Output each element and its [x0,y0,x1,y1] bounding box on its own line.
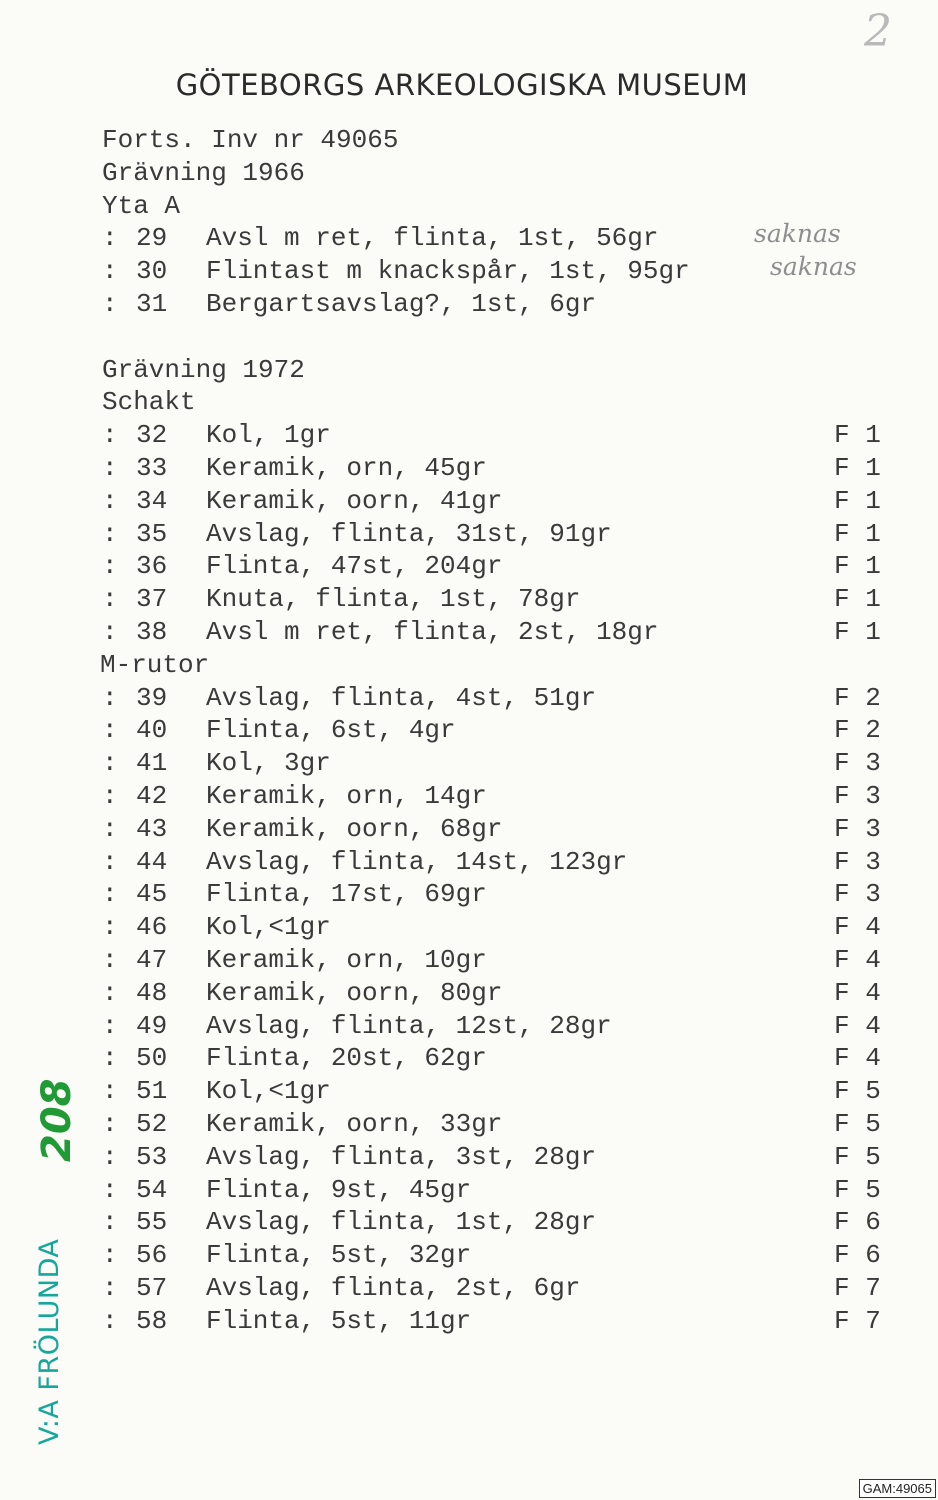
row-colon: : [102,1108,118,1139]
inventory-row [102,485,902,518]
find-context: F 1 [834,420,881,451]
row-colon: : [102,288,118,319]
row-colon: : [102,977,118,1008]
row-colon: : [102,584,118,615]
header-line: Forts. Inv nr 49065 [102,125,399,155]
find-context: F 1 [834,616,881,647]
find-context: F 1 [834,485,881,516]
item-description: Avslag, flinta, 3st, 28gr [206,1141,597,1172]
item-description: Flinta, 6st, 4gr [206,715,456,746]
find-context: F 5 [834,1174,881,1205]
item-number: 32 [136,420,168,451]
item-number: 52 [136,1108,168,1139]
row-colon: : [102,616,118,647]
item-number: 40 [136,715,168,746]
item-number: 38 [136,616,168,647]
find-context: F 1 [834,452,881,483]
inventory-row [102,1108,902,1141]
inventory-row [102,747,902,780]
find-context: F 6 [834,1207,881,1238]
inventory-row [102,1042,902,1075]
inventory-row [102,846,902,879]
inventory-list [102,124,902,1337]
inventory-row [102,1010,902,1043]
section-schakt [102,419,902,649]
item-description: Kol,<1gr [206,912,331,943]
find-context: F 5 [834,1108,881,1139]
item-description: Keramik, oorn, 80gr [206,977,503,1008]
find-context: F 2 [834,715,881,746]
item-number: 56 [136,1240,168,1271]
row-colon: : [102,879,118,910]
inventory-row [102,682,902,715]
find-context: F 3 [834,780,881,811]
row-colon: : [102,1043,118,1074]
row-colon: : [102,1305,118,1336]
inventory-row [102,714,902,747]
item-number: 36 [136,551,168,582]
item-description: Keramik, orn, 14gr [206,780,487,811]
row-colon: : [102,223,118,254]
inventory-row [102,944,902,977]
item-number: 48 [136,977,168,1008]
inventory-row [102,1305,902,1338]
find-context: F 3 [834,879,881,910]
row-colon: : [102,912,118,943]
row-colon: : [102,846,118,877]
inventory-row [102,780,902,813]
find-context: F 4 [834,1043,881,1074]
item-number: 49 [136,1010,168,1041]
pencil-note: saknas [754,219,841,249]
header-line: Grävning 1966 [102,157,305,188]
inventory-row [102,813,902,846]
row-colon: : [102,1240,118,1271]
item-number: 31 [136,288,168,319]
inventory-row [102,878,902,911]
item-number: 29 [136,223,168,254]
item-number: 37 [136,584,168,615]
item-description: Avslag, flinta, 4st, 51gr [206,682,597,713]
item-description: Kol, 3gr [206,748,331,779]
inventory-row [102,1075,902,1108]
inventory-row [102,252,902,288]
handwritten-number: 208 [34,1078,80,1162]
item-description: Avslag, flinta, 12st, 28gr [206,1010,612,1041]
inventory-row [102,1174,902,1207]
section-heading: Grävning 1972 [102,354,305,385]
item-description: Keramik, oorn, 41gr [206,485,503,516]
row-colon: : [102,1174,118,1205]
item-number: 46 [136,912,168,943]
item-description: Flinta, 5st, 11gr [206,1305,472,1336]
find-context: F 3 [834,846,881,877]
item-number: 35 [136,518,168,549]
find-context: F 2 [834,682,881,713]
item-number: 55 [136,1207,168,1238]
row-colon: : [102,813,118,844]
header-line: Yta A [102,190,181,221]
inventory-row [102,1272,902,1305]
inventory-row [102,977,902,1010]
row-colon: : [102,1272,118,1303]
find-context: F 4 [834,912,881,943]
spacer [102,321,902,354]
inventory-row [102,583,902,616]
item-description: Bergartsavslag?, 1st, 6gr [206,288,597,319]
item-description: Avsl m ret, flinta, 1st, 56gr [206,223,659,254]
subsection-heading: M-rutor [100,649,210,680]
catalog-id-label: GAM:49065 [859,1479,936,1498]
item-number: 43 [136,813,168,844]
find-context: F 7 [834,1272,881,1303]
item-number: 53 [136,1141,168,1172]
row-colon: : [102,518,118,549]
find-context: F 4 [834,944,881,975]
item-number: 47 [136,944,168,975]
item-number: 54 [136,1174,168,1205]
item-description: Flinta, 17st, 69gr [206,879,487,910]
item-number: 41 [136,748,168,779]
row-colon: : [102,1207,118,1238]
item-description: Kol,<1gr [206,1076,331,1107]
find-context: F 6 [834,1240,881,1271]
item-number: 57 [136,1272,168,1303]
row-colon: : [102,1141,118,1172]
item-description: Flinta, 47st, 204gr [206,551,503,582]
section-1966 [102,219,902,320]
item-number: 34 [136,485,168,516]
item-number: 42 [136,780,168,811]
item-description: Avslag, flinta, 2st, 6gr [206,1272,581,1303]
find-context: F 1 [834,551,881,582]
row-colon: : [102,1010,118,1041]
item-number: 58 [136,1305,168,1336]
museum-title: GÖTEBORGS ARKEOLOGISKA MUSEUM [175,68,749,102]
item-number: 51 [136,1076,168,1107]
item-number: 44 [136,846,168,877]
row-colon: : [102,256,118,287]
inventory-row [102,550,902,583]
item-description: Avslag, flinta, 14st, 123gr [206,846,628,877]
item-description: Flinta, 9st, 45gr [206,1174,472,1205]
row-colon: : [102,682,118,713]
find-context: F 3 [834,813,881,844]
row-colon: : [102,420,118,451]
find-context: F 4 [834,1010,881,1041]
item-description: Keramik, orn, 10gr [206,944,487,975]
item-description: Kol, 1gr [206,420,331,451]
item-number: 39 [136,682,168,713]
item-description: Knuta, flinta, 1st, 78gr [206,584,581,615]
site-stamp: V:A FRÖLUNDA [34,1238,65,1445]
find-context: F 7 [834,1305,881,1336]
item-description: Flinta, 5st, 32gr [206,1240,472,1271]
find-context: F 4 [834,977,881,1008]
item-description: Flinta, 20st, 62gr [206,1043,487,1074]
row-colon: : [102,780,118,811]
inventory-row [102,1141,902,1174]
item-description: Keramik, oorn, 33gr [206,1108,503,1139]
item-description: Avsl m ret, flinta, 2st, 18gr [206,616,659,647]
inventory-row [102,1239,902,1272]
item-number: 50 [136,1043,168,1074]
find-context: F 3 [834,748,881,779]
inventory-row [102,911,902,944]
find-context: F 5 [834,1141,881,1172]
row-colon: : [102,551,118,582]
find-context: F 5 [834,1076,881,1107]
inventory-row [102,1206,902,1239]
row-colon: : [102,1076,118,1107]
find-context: F 1 [834,518,881,549]
item-number: 30 [136,256,168,287]
page-number: 2 [864,6,892,57]
row-colon: : [102,715,118,746]
subsection-heading: Schakt [102,387,196,418]
row-colon: : [102,452,118,483]
row-colon: : [102,944,118,975]
item-description: Avslag, flinta, 31st, 91gr [206,518,612,549]
row-colon: : [102,485,118,516]
inventory-row [102,288,902,321]
item-number: 45 [136,879,168,910]
item-description: Avslag, flinta, 1st, 28gr [206,1207,597,1238]
section-mrutor [102,682,902,1338]
find-context: F 1 [834,584,881,615]
inventory-row [102,518,902,551]
inventory-row [102,616,902,649]
item-description: Keramik, orn, 45gr [206,452,487,483]
item-description: Flintast m knackspår, 1st, 95gr [206,256,690,287]
inventory-row [102,452,902,485]
inventory-row [102,419,902,452]
item-number: 33 [136,452,168,483]
pencil-note: saknas [770,252,857,282]
row-colon: : [102,748,118,779]
item-description: Keramik, oorn, 68gr [206,813,503,844]
